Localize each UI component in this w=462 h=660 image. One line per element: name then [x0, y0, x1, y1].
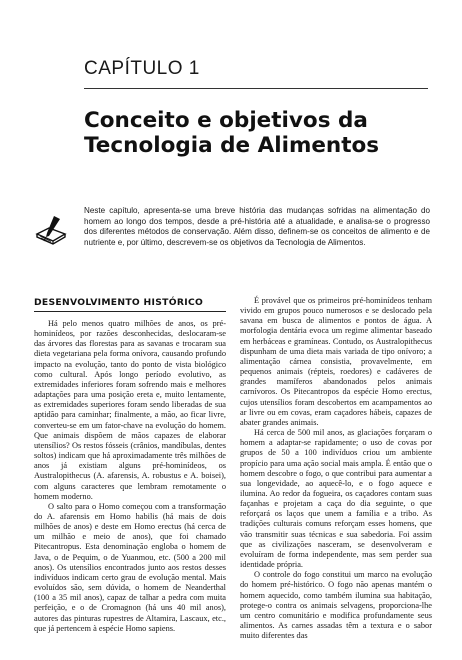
section-heading: DESENVOLVIMENTO HISTÓRICO — [34, 297, 204, 308]
chapter-title-line-2: Tecnologia de Alimentos — [84, 133, 380, 158]
chapter-title-line-1: Conceito e objetivos da — [84, 108, 368, 133]
left-column — [34, 319, 226, 634]
right-column — [240, 296, 432, 641]
paragraph: O controle do fogo constitui um marco na evolução do homem pré-histórico. O fogo não apenas mantém o homem aquecido, como também ilumina sua habitação, protege-o contra os animais selvagens, proporciona-lhe um centro comunitário e modifica profundamente seus alimentos. As carnes assadas têm a textura e o sabor muito diferentes das — [240, 570, 432, 641]
book-pen-icon — [34, 214, 68, 248]
chapter-label: CAPÍTULO 1 — [84, 58, 200, 79]
section-divider — [34, 311, 226, 312]
paragraph: Há pelo menos quatro milhões de anos, os pré-hominídeos, por razões desconhecidas, deslocaram-se das árvores das florestas para as savanas e trocaram sua dieta vegetariana pela forma onívora, causando profundo impacto na evolução, tanto do ponto de vista biológico como cultural. Após longo período evolutivo, as extremidades inferiores foram sofrendo mais e melhores adaptações para uma posição ereta e, muito lentamente, as extremidades superiores foram sendo liberadas de sua aptidão para caminhar; finalmente, a mão, ao ficar livre, converteu-se em um fator-chave na evolução do homem. Que animais dispõem de mãos capazes de elaborar utensílios? Os restos fósseis (crânios, mandíbulas, dentes soltos) indicam que há aproximadamente três milhões de anos já existiam alguns pré-hominídeos, os Australopithecus (A. afarensis, A. robustus e A. boisei), com alguns caracteres que lembram remotamente o homem moderno. — [34, 319, 226, 501]
chapter-divider — [84, 88, 428, 89]
paragraph: É provável que os primeiros pré-hominídeos tenham vivido em grupos pouco numerosos e se deslocado pela savana em busca de alimentos e pontos de água. A morfologia dentária evoca um regime alimentar baseado em herbáceas e gramíneas. Contudo, os Australopithecus dispunham de uma dieta mais variada de tipo onívoro; a alimentação cárnea consistia, provavelmente, em pequenos animais (répteis, roedores) e cadáveres de grandes mamíferos abandonados pelos animais carnívoros. Os Pitecantropos da espécie Homo erectus, cujos utensílios foram descobertos em acampamentos ao ar livre ou em covas, eram caçadores hábeis, capazes de abater grandes animais. — [240, 296, 432, 427]
chapter-title — [84, 108, 434, 158]
paragraph: O salto para o Homo começou com a transformação do A. afarensis em Homo habilis (há mais de dois milhões de anos) e deste em Homo erectus (há cerca de um milhão e meio de anos), que foi chamado Pitecantropus. Esta denominação engloba o homem de Java, o de Pequim, o de Yuanmou, etc. (500 a 200 mil anos). Os utensílios encontrados junto aos restos desses indivíduos indicam certo grau de evolução mental. Mais evoluídos são, sem dúvida, o homem de Neanderthal (100 a 35 mil anos), capaz de talhar a pedra com muita perfeição, e o de Cromagnon (há uns 40 mil anos), autores das pinturas rupestres de Altamira, Lascaux, etc., que já pertencem à espécie Homo sapiens. — [34, 501, 226, 633]
chapter-abstract: Neste capítulo, apresenta-se uma breve história das mudanças sofridas na alimentação do homem ao longo dos tempos, desde a pré-história até a atualidade, e analisa-se o progresso dos diferentes métodos de conservação. Além disso, definem-se os conceitos de alimento e de nutriente e, por último, descrevem-se os objetivos da Tecnologia de Alimentos. — [84, 206, 430, 247]
paragraph: Há cerca de 500 mil anos, as glaciações forçaram o homem a adaptar-se rapidamente; o uso de covas por grupos de 50 a 100 indivíduos criou um ambiente propício para uma ação social mais ampla. É então que o homem descobre o fogo, o que contribui para aumentar a sua longevidade, ao aquecê-lo, e o fogo aquece e ilumina. Ao redor da fogueira, os caçadores contam suas façanhas e projetam a caça do dia seguinte, o que reforçará os laços que unem a família e a tribo. As tradições culturais comuns reforçam esses homens, que vão transmitir suas técnicas e sua sabedoria. Foi assim que as civilizações nasceram, se desenvolveram e evoluíram de forma independente, mas sem perder sua identidade própria. — [240, 428, 432, 570]
